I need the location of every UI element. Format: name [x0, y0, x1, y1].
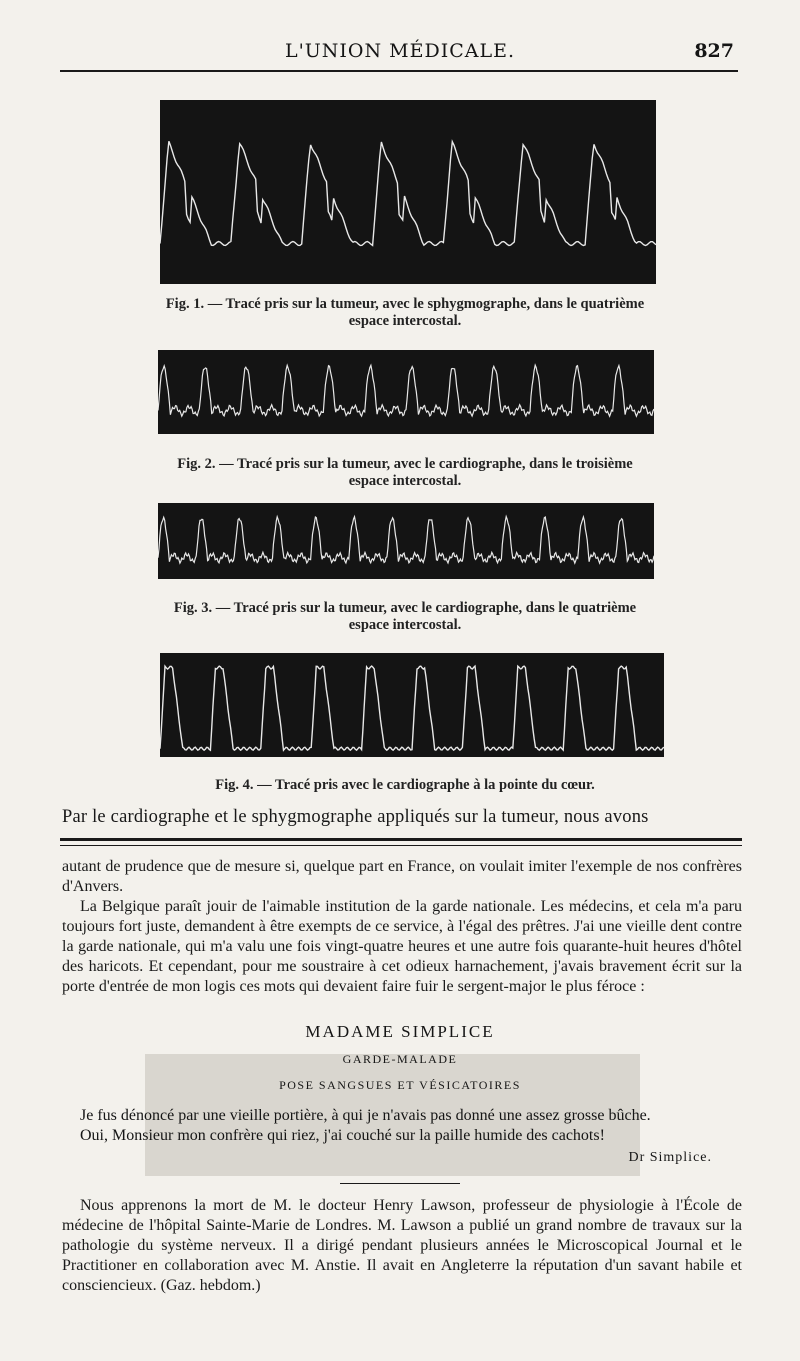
figure-1-trace	[160, 100, 656, 284]
sign-text-1: Je fus dénoncé par une vieille portière, à qui je n'avais pas donné une assez grosse bûche.	[80, 1107, 651, 1124]
page-number: 827	[694, 40, 734, 62]
running-header	[60, 40, 740, 64]
section-rule-top	[60, 838, 742, 841]
journal-title: L'UNION MÉDICALE.	[284, 40, 516, 62]
body-paragraph-2: La Belgique paraît jouir de l'aimable institution de la garde nationale. Les médecins, et cela m'a paru toujours fort juste, demandent à être exempts de ce service, à l'égal des prêtres. J'ai une vieille dent contre la garde nationale, qui m'a valu une fois vingt-quatre heures et une autre fois quarante-huit heures d'hôtel des haricots. Et cependant, pour me soustraire à cet odieux harnachement, j'avais bravement écrit sur la porte d'entrée de mon logis ces mots qui devaient faire fuir le sergent-major le plus féroce :	[62, 898, 742, 995]
figure-3-caption-line2: espace intercostal.	[348, 617, 462, 633]
figure-3-caption	[140, 600, 670, 634]
figure-4-svg	[160, 653, 664, 757]
figure-2-trace	[158, 350, 654, 434]
figure-4-trace	[160, 653, 664, 757]
figure-2-caption	[140, 456, 670, 490]
figure-3-caption-line1: Fig. 3. — Tracé pris sur la tumeur, avec le cardiographe, dans le quatrième	[173, 600, 637, 616]
figure-1-waveform	[160, 141, 656, 245]
figure-3-svg	[158, 503, 654, 579]
section-rule-bottom	[60, 845, 742, 846]
figure-2-svg	[158, 350, 654, 434]
article-body	[62, 857, 742, 997]
statement-line: Par le cardiographe et le sphygmographe appliqués sur la tumeur, nous avons	[62, 807, 649, 827]
header-rule	[60, 70, 738, 72]
figure-1-svg	[160, 100, 656, 284]
figure-4-caption	[140, 777, 670, 794]
figure-4-caption-line1: Fig. 4. — Tracé pris avec le cardiographe à la pointe du cœur.	[215, 777, 595, 793]
signature: Dr Simplice.	[628, 1150, 712, 1165]
obituary-paragraph	[62, 1196, 742, 1296]
sign-services: POSE SANGSUES ET VÉSICATOIRES	[279, 1078, 521, 1092]
figure-2-caption-line2: espace intercostal.	[348, 473, 462, 489]
separator-rule	[340, 1183, 460, 1184]
figure-1-caption-line1: Fig. 1. — Tracé pris sur la tumeur, avec le sphygmographe, dans le quatrième	[165, 296, 645, 312]
figure-3-trace	[158, 503, 654, 579]
figure-1-caption-line2: espace intercostal.	[348, 313, 462, 329]
figure-1-caption	[140, 296, 670, 330]
figure-4-waveform	[160, 666, 664, 750]
sign-profession: GARDE-MALADE	[342, 1052, 458, 1066]
body-paragraph-1: autant de prudence que de mesure si, quelque part en France, on voulait imiter l'exemple de nos confrères d'Anvers.	[62, 858, 742, 895]
sign-text-2: Oui, Monsieur mon confrère qui riez, j'ai couché sur la paille humide des cachots!	[80, 1127, 605, 1144]
obituary-text: Nous apprenons la mort de M. le docteur Henry Lawson, professeur de physiologie à l'École de médecine de l'hôpital Sainte-Marie de Londres. M. Lawson a publié un grand nombre de travaux sur la pathologie du système nerveux. Il a dirigé pendant plusieurs années le Microscopical Journal et le Practitioner en collaboration avec M. Anstie. Il avait en Angleterre la réputation d'un savant habile et consciencieux. (Gaz. hebdom.)	[62, 1197, 742, 1294]
figure-3-waveform	[158, 517, 654, 564]
sign-name: MADAME SIMPLICE	[305, 1022, 495, 1041]
figure-2-waveform	[158, 365, 654, 416]
figure-2-caption-line1: Fig. 2. — Tracé pris sur la tumeur, avec le cardiographe, dans le troisième	[177, 456, 633, 472]
